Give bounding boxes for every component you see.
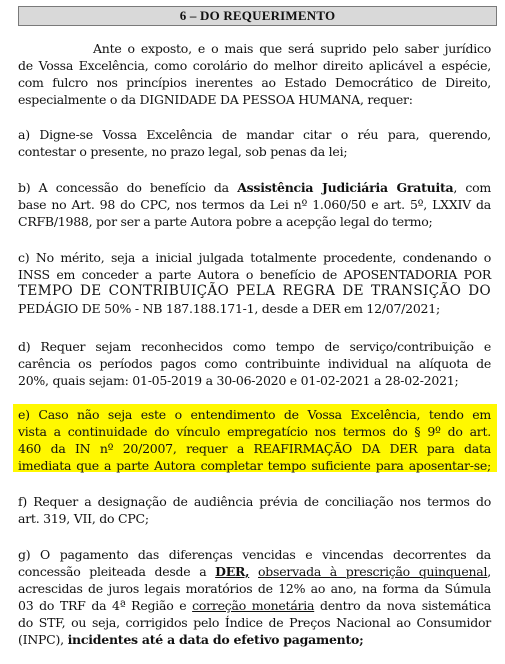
text-line: PEDÁGIO DE 50% - NB 187.188.171-1, desde a DER em 12/07/2021; xyxy=(18,301,440,316)
text-line: especialmente o da DIGNIDADE DA PESSOA HUMANA, requer: xyxy=(18,92,413,107)
intro-paragraph xyxy=(18,40,491,108)
text-line: d) Requer sejam reconhecidos como tempo de serviço/contribuição e xyxy=(18,339,491,354)
underlined-run: correção monetária xyxy=(192,598,315,613)
text-line xyxy=(18,179,491,196)
text-run: , xyxy=(487,564,491,579)
text-line: a) Digne-se Vossa Excelência de mandar citar o réu para, querendo, xyxy=(18,127,491,142)
text-run: dentro da nova sistemática xyxy=(314,598,491,613)
text-run: b) A concessão do benefício da xyxy=(18,180,238,195)
item-e xyxy=(18,406,491,474)
text-line: INSS em conceder a parte Autora o benefício de APOSENTADORIA POR xyxy=(18,267,491,282)
text-line: c) No mérito, seja a inicial julgada totalmente procedente, condenando o xyxy=(18,250,491,265)
text-line xyxy=(18,563,491,580)
text-line: 460 da IN nº 20/2007, requer a REAFIRMAÇÃO DA DER para data xyxy=(18,441,491,456)
item-g xyxy=(18,546,491,648)
text-line: TEMPO DE CONTRIBUIÇÃO PELA REGRA DE TRANSIÇÃO DO xyxy=(18,283,491,299)
item-c xyxy=(18,249,491,317)
text-line: de Vossa Excelência, como corolário do melhor direito aplicável a espécie, xyxy=(18,58,491,73)
text-line: carência os períodos pagos como contribuinte individual na alíquota de xyxy=(18,356,491,371)
text-line: base no Art. 98 do CPC, nos termos da Lei nº 1.060/50 e art. 5º, LXXIV da xyxy=(18,197,491,212)
text-line: contestar o presente, no prazo legal, sob penas da lei; xyxy=(18,144,348,159)
item-b xyxy=(18,179,491,230)
bold-run: incidentes até a data do efetivo pagamento; xyxy=(67,632,364,647)
text-line xyxy=(18,597,491,614)
text-line: art. 319, VII, do CPC; xyxy=(18,511,149,526)
section-header: 6 – DO REQUERIMENTO xyxy=(18,6,497,26)
underlined-run: observada à prescrição quinquenal xyxy=(258,564,488,579)
item-d xyxy=(18,338,491,389)
text-line: CRFB/1988, por ser a parte Autora pobre a acepção legal do termo; xyxy=(18,214,433,229)
text-run: concessão pleiteada desde a xyxy=(18,564,216,579)
text-line: 20%, quais sejam: 01-05-2019 a 30-06-2020 e 01-02-2021 a 28-02-2021; xyxy=(18,373,459,388)
text-line: f) Requer a designação de audiência prévia de conciliação nos termos do xyxy=(18,494,491,509)
bold-underlined-run: DER, xyxy=(215,564,250,579)
text-line: acrescidas de juros legais moratórios de 12% ao ano, na forma da Súmula xyxy=(18,581,491,596)
text-run xyxy=(249,564,258,579)
text-line: vista a continuidade do vínculo empregatício nos termos do § 9º do art. xyxy=(18,424,491,439)
text-line: do STF, ou seja, corrigidos pelo Índice de Preços Nacional ao Consumidor xyxy=(18,615,491,630)
item-a xyxy=(18,126,491,160)
text-run: 03 do TRF da 4ª Região e xyxy=(18,598,193,613)
text-line: e) Caso não seja este o entendimento de Vossa Excelência, tendo em xyxy=(18,407,491,422)
text-line xyxy=(18,631,491,648)
text-run: , com xyxy=(453,180,492,195)
bold-run: Assistência Judiciária Gratuita xyxy=(237,180,454,195)
text-line: Ante o exposto, e o mais que será suprido pelo saber jurídico xyxy=(93,41,491,56)
text-line: com fulcro nos princípios inerentes ao Estado Democrático de Direito, xyxy=(18,75,491,90)
item-f xyxy=(18,493,491,527)
text-line: imediata que a parte Autora completar tempo suficiente para aposentar-se; xyxy=(18,458,491,473)
text-line: g) O pagamento das diferenças vencidas e vincendas decorrentes da xyxy=(18,547,491,562)
text-run: (INPC), xyxy=(18,632,68,647)
